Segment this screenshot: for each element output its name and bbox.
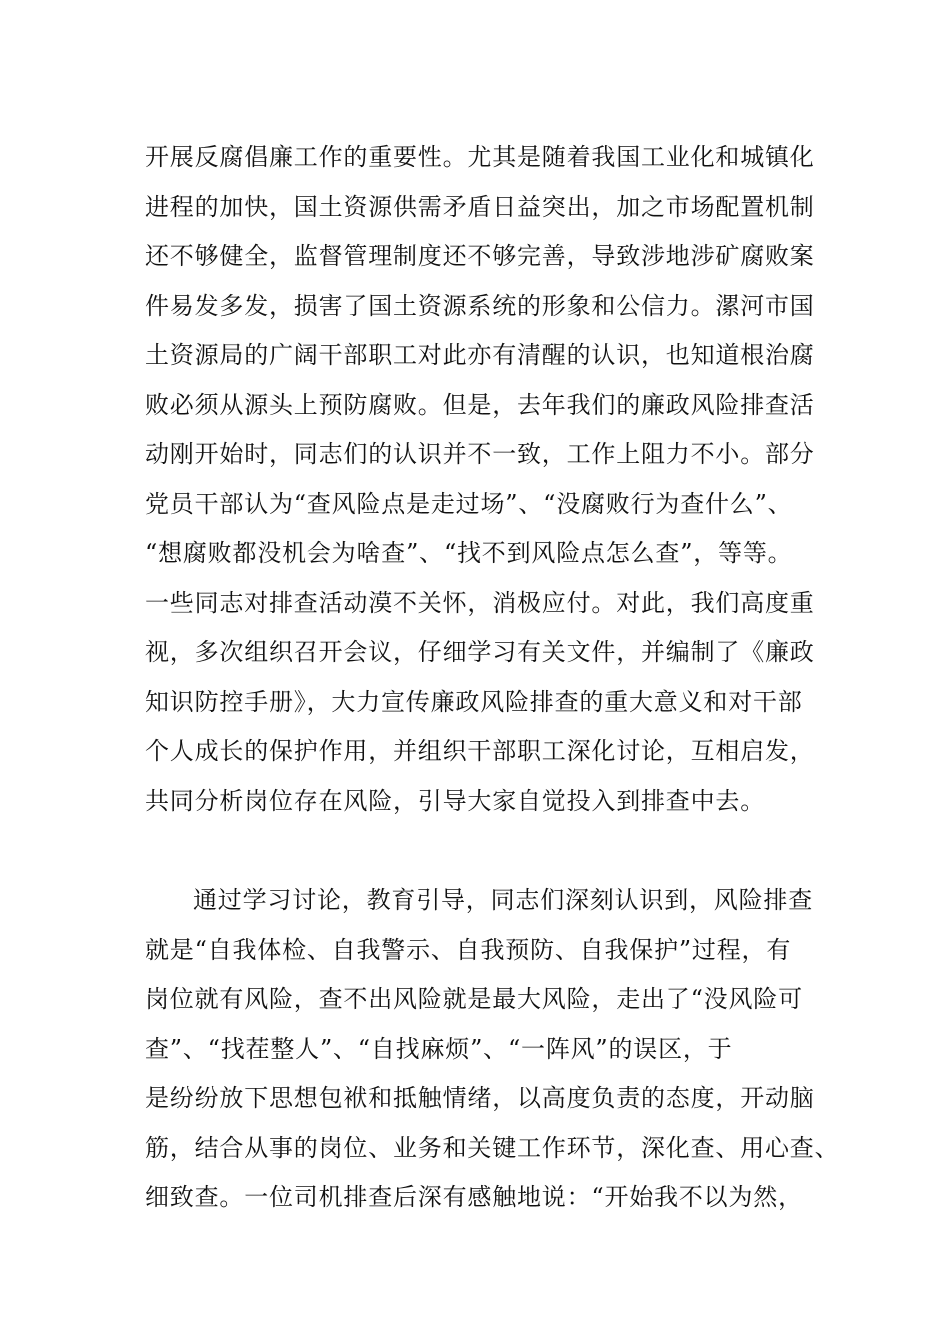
text-line: 视，多次组织召开会议，仔细学习有关文件，并编制了《廉政	[145, 638, 815, 666]
text-line: 动刚开始时，同志们的认识并不一致，工作上阻力不小。部分	[145, 440, 815, 468]
text-line: 共同分析岗位存在风险，引导大家自觉投入到排查中去。	[145, 786, 765, 815]
text-line: 查”、“找茬整人”、“自找麻烦”、“一阵风”的误区，于	[145, 1034, 733, 1063]
text-line: 筋，结合从事的岗位、业务和关键工作环节，深化查、用心查、	[145, 1133, 840, 1162]
text-line: 党员干部认为“查风险点是走过场”、“没腐败行为查什么”、	[145, 489, 793, 518]
text-line: 件易发多发，损害了国土资源系统的形象和公信力。漯河市国	[145, 291, 815, 320]
text-line: 是纷纷放下思想包袱和抵触情绪，以高度负责的态度，开动脑	[145, 1084, 815, 1112]
text-line: 一些同志对排查活动漠不关怀，消极应付。对此，我们高度重	[145, 588, 815, 617]
text-line: 通过学习讨论，教育引导，同志们深刻认识到，风险排查	[193, 886, 813, 914]
text-line: 败必须从源头上预防腐败。但是，去年我们的廉政风险排查活	[145, 390, 815, 419]
text-line: 岗位就有风险，查不出风险就是最大风险，走出了“没风险可	[145, 985, 803, 1013]
text-line: 开展反腐倡廉工作的重要性。尤其是随着我国工业化和城镇化	[145, 143, 815, 171]
text-line: 还不够健全，监督管理制度还不够完善，导致涉地涉矿腐败案	[145, 242, 815, 270]
text-line: 进程的加快，国土资源供需矛盾日益突出，加之市场配置机制	[145, 192, 815, 221]
text-line: 就是“自我体检、自我警示、自我预防、自我保护”过程，有	[145, 935, 792, 964]
text-line: 知识防控手册》，大力宣传廉政风险排查的重大意义和对干部	[145, 687, 803, 716]
paragraph-anti-corruption-importance	[145, 133, 825, 826]
text-line: 土资源局的广阔干部职工对此亦有清醒的认识，也知道根治腐	[145, 341, 815, 369]
text-line: “想腐败都没机会为啥查”、“找不到风险点怎么查”，等等。	[145, 539, 793, 567]
paragraph-risk-investigation	[145, 876, 840, 1223]
text-line: 个人成长的保护作用，并组织干部职工深化讨论，互相启发，	[145, 737, 815, 765]
text-line: 细致查。一位司机排查后深有感触地说：“开始我不以为然，	[145, 1183, 803, 1211]
